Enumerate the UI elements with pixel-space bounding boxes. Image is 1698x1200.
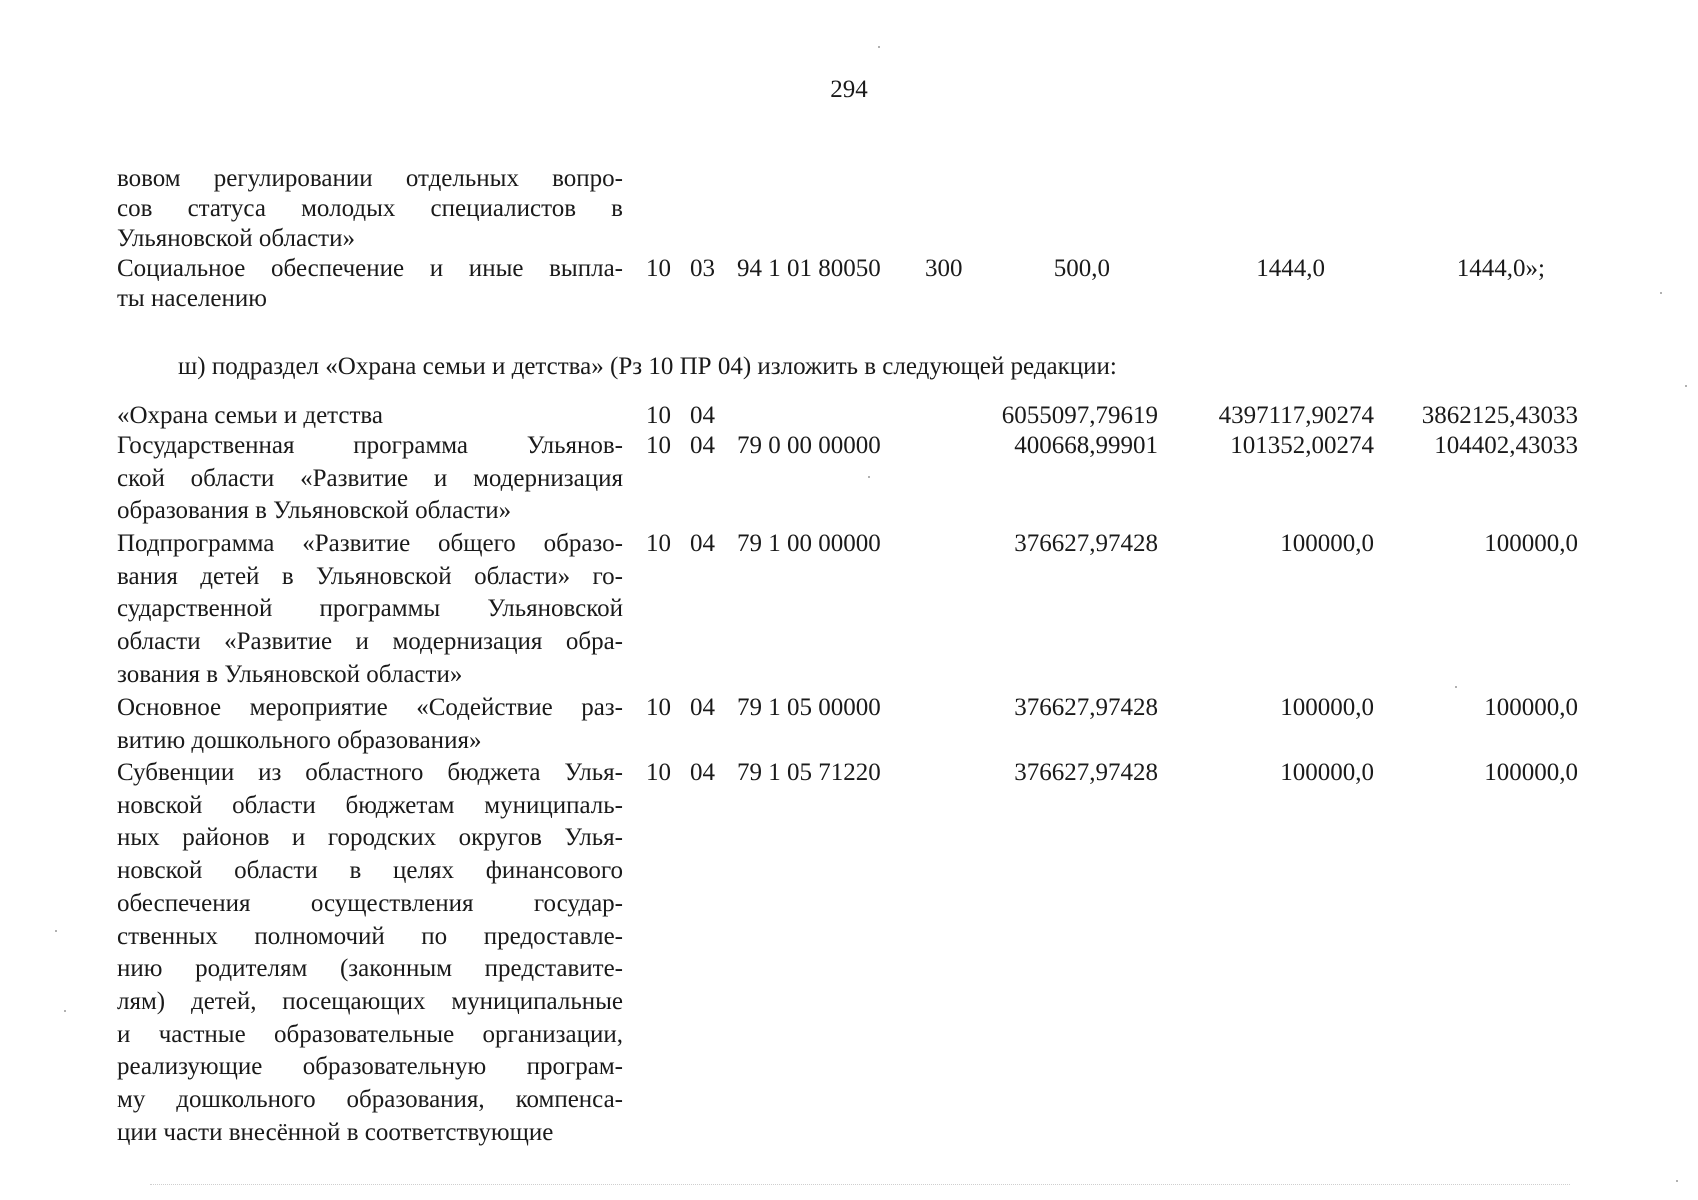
row-description-line: Социальное обеспечение и иные выпла- — [117, 255, 623, 282]
row-description-line: обеспечения осуществления государ- — [117, 889, 623, 917]
scan-dot — [868, 476, 870, 478]
cell-csr: 94 1 01 80050 — [737, 255, 881, 282]
row-description-line: области «Развитие и модернизация обра- — [117, 628, 623, 656]
cell-value-2: 101352,00274 — [1230, 432, 1374, 459]
row-description-line: Подпрограмма «Развитие общего образо- — [117, 530, 623, 557]
cell-rz: 10 — [646, 530, 671, 557]
cell-rz: 10 — [646, 432, 671, 459]
cell-value-2: 100000,0 — [1280, 694, 1374, 721]
scan-dot — [878, 46, 880, 48]
row-description-line: нию родителям (законным представите- — [117, 955, 623, 983]
row-description-line: «Охрана семьи и детства — [117, 402, 383, 429]
cell-pr: 04 — [690, 759, 715, 786]
cell-csr: 79 1 05 71220 — [737, 759, 881, 786]
intro-line: вовом регулировании отдельных вопро- — [117, 165, 623, 192]
cell-value-1: 376627,97428 — [1014, 759, 1158, 786]
cell-value-3: 1444,0»; — [1456, 255, 1545, 282]
cell-value-1: 500,0 — [1053, 255, 1110, 282]
row-description-line: реализующие образовательную програм- — [117, 1053, 623, 1081]
cell-pr: 04 — [690, 694, 715, 721]
cell-value-3: 100000,0 — [1484, 530, 1578, 557]
scan-dot — [55, 930, 57, 932]
scan-dot — [1660, 292, 1662, 294]
cell-pr: 04 — [690, 530, 715, 557]
row-description-line: ской области «Развитие и модернизация — [117, 464, 623, 492]
cell-value-2: 4397117,90274 — [1218, 402, 1374, 429]
cell-vr: 300 — [925, 255, 963, 282]
row-description-line: новской области в целях финансового — [117, 857, 623, 885]
cell-value-2: 1444,0 — [1256, 255, 1325, 282]
cell-rz: 10 — [646, 255, 671, 282]
row-description-line: ственных полномочий по предоставле- — [117, 922, 623, 950]
row-description-line: ты населению — [117, 285, 267, 312]
cell-pr: 03 — [690, 255, 715, 282]
cell-value-1: 376627,97428 — [1014, 694, 1158, 721]
row-description-line: зования в Ульяновской области» — [117, 660, 463, 688]
row-description-line: Государственная программа Ульянов- — [117, 432, 623, 459]
cell-csr: 79 0 00 00000 — [737, 432, 881, 459]
row-description-line: новской области бюджетам муниципаль- — [117, 791, 623, 819]
cell-csr: 79 1 05 00000 — [737, 694, 881, 721]
cell-value-3: 104402,43033 — [1434, 432, 1578, 459]
cell-csr: 79 1 00 00000 — [737, 530, 881, 557]
row-description-line: сударственной программы Ульяновской — [117, 595, 623, 623]
cell-value-3: 3862125,43033 — [1421, 402, 1578, 429]
cell-value-3: 100000,0 — [1484, 694, 1578, 721]
instruction-text: ш) подраздел «Охрана семьи и детства» (Рз 10 ПР 04) изложить в следующей редакции: — [178, 353, 1117, 380]
row-description-line: витию дошкольного образования» — [117, 726, 482, 754]
intro-line: Ульяновской области» — [117, 225, 355, 252]
scan-dot — [64, 1010, 66, 1012]
cell-rz: 10 — [646, 694, 671, 721]
intro-line: сов статуса молодых специалистов в — [117, 195, 623, 222]
row-description-line: ных районов и городских округов Улья- — [117, 824, 623, 852]
scan-dot — [1685, 385, 1687, 387]
cell-rz: 10 — [646, 402, 671, 429]
cell-pr: 04 — [690, 402, 715, 429]
cell-pr: 04 — [690, 432, 715, 459]
scan-dot — [1455, 686, 1457, 688]
row-description-line: лям) детей, посещающих муниципальные — [117, 987, 623, 1015]
page-number: 294 — [830, 76, 868, 103]
row-description-line: ции части внесённой в соответствующие — [117, 1118, 554, 1146]
cell-value-2: 100000,0 — [1280, 530, 1374, 557]
row-description-line: и частные образовательные организации, — [117, 1020, 623, 1048]
cell-value-1: 6055097,79619 — [1001, 402, 1158, 429]
row-description-line: Субвенции из областного бюджета Улья- — [117, 759, 623, 786]
row-description-line: вания детей в Ульяновской области» го- — [117, 562, 623, 590]
cell-value-3: 100000,0 — [1484, 759, 1578, 786]
cell-rz: 10 — [646, 759, 671, 786]
scan-dotted-line — [150, 1184, 1570, 1185]
row-description-line: Основное мероприятие «Содействие раз- — [117, 694, 623, 721]
cell-value-1: 400668,99901 — [1014, 432, 1158, 459]
row-description-line: образования в Ульяновской области» — [117, 497, 512, 525]
cell-value-1: 376627,97428 — [1014, 530, 1158, 557]
cell-value-2: 100000,0 — [1280, 759, 1374, 786]
row-description-line: му дошкольного образования, компенса- — [117, 1086, 623, 1113]
scan-dot — [1676, 1180, 1678, 1182]
